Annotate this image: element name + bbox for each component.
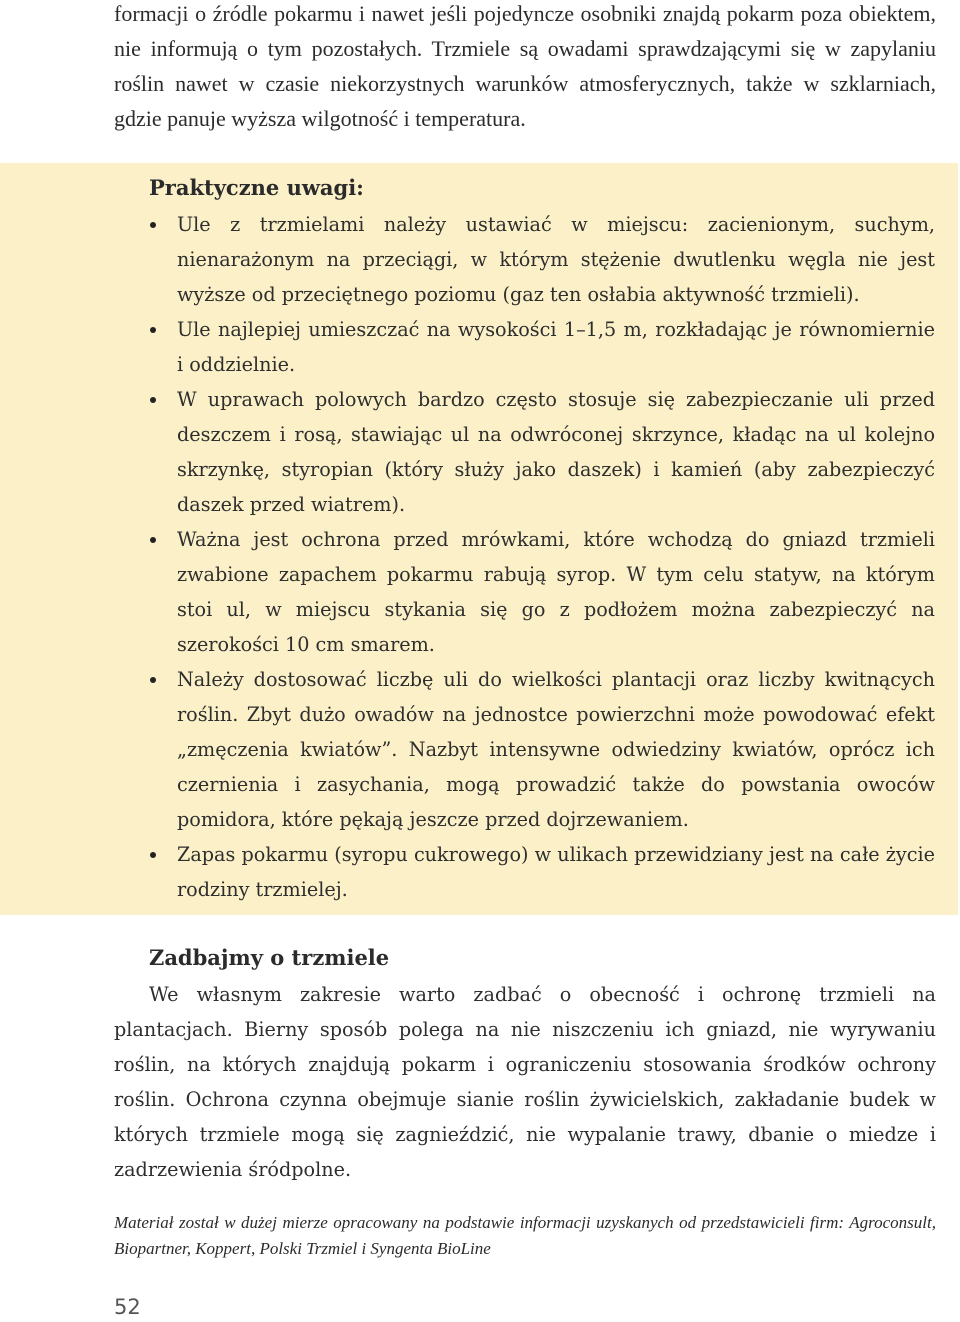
list-item-text: Ważna jest ochrona przed mrówkami, które wchodzą do gniazd trzmieli zwabione zapachem pokarmu rabują syrop. W tym celu statyw, na którym stoi ul, w miejscu stykania się go z podłożem można zabezpieczyć na szerokości 10 cm smarem. xyxy=(177,528,935,656)
list-item xyxy=(177,522,935,662)
practical-notes-list xyxy=(177,207,935,907)
list-item xyxy=(177,382,935,522)
list-item-text: Ule najlepiej umieszczać na wysokości 1–1,5 m, rozkładając je równomiernie i oddzielnie. xyxy=(177,318,935,376)
list-item-text: Ule z trzmielami należy ustawiać w miejscu: zacienionym, suchym, nienarażonym na przeciągi, w którym stężenie dwutlenku węgla nie jest wyższe od przeciętnego poziomu (gaz ten osłabia aktywność trzmieli). xyxy=(177,213,935,306)
list-item-text: W uprawach polowych bardzo często stosuje się zabezpieczanie uli przed deszczem i rosą, stawiając ul na odwróconej skrzynce, kładąc na ul kolejno skrzynkę, styropian (który służy jako daszek) i kamień (aby zabezpieczyć daszek przed wiatrem). xyxy=(177,388,935,516)
source-footnote: Materiał został w dużej mierze opracowany na podstawie informacji uzyskanych od przedstawicieli firm: Agroconsult, Biopartner, Koppert, Polski Trzmiel i Syngenta BioLine xyxy=(114,1213,936,1258)
bullet-icon xyxy=(150,677,156,683)
list-item xyxy=(177,662,935,837)
list-item-text: Należy dostosować liczbę uli do wielkości plantacji oraz liczby kwitnących roślin. Zbyt dużo owadów na jednostce powierzchni może powodować efekt „zmęczenia kwiatów”. Nazbyt intensywne odwiedziny kwiatów, oprócz ich czernienia i zasychania, mogą prowadzić także do powstania owoców pomidora, które pękają jeszcze przed dojrzewaniem. xyxy=(177,668,935,831)
page-number: 52 xyxy=(114,1295,141,1319)
bullet-icon xyxy=(150,397,156,403)
practical-notes-title: Praktyczne uwagi: xyxy=(149,175,364,200)
list-item xyxy=(177,207,935,312)
list-item-text: Zapas pokarmu (syropu cukrowego) w ulikach przewidziany jest na całe życie rodziny trzmielej. xyxy=(177,843,935,901)
bullet-icon xyxy=(150,222,156,228)
section-heading: Zadbajmy o trzmiele xyxy=(149,945,390,970)
bullet-icon xyxy=(150,852,156,858)
bullet-icon xyxy=(150,537,156,543)
bullet-icon xyxy=(150,327,156,333)
list-item xyxy=(177,312,935,382)
list-item xyxy=(177,837,935,907)
intro-paragraph: formacji o źródle pokarmu i nawet jeśli pojedyncze osobniki znajdą pokarm poza obiektem, nie informują o tym pozostałych. Trzmiele są owadami sprawdzającymi się w zapylaniu roślin nawet w czasie niekorzystnych warunków atmosferycznych, także w szklarniach, gdzie panuje wyższa wilgotność i temperatura. xyxy=(114,1,936,131)
section-paragraph: We własnym zakresie warto zadbać o obecność i ochronę trzmieli na plantacjach. Bierny sposób polega na nie niszczeniu ich gniazd, nie wyrywaniu roślin, na których znajdują pokarm i ograniczeniu stosowania środków ochrony roślin. Ochrona czynna obejmuje sianie roślin żywicielskich, zakładanie budek w których trzmiele mogą się zagnieździć, nie wypalanie trawy, dbanie o miedze i zadrzewienia śródpolne. xyxy=(114,983,936,1181)
